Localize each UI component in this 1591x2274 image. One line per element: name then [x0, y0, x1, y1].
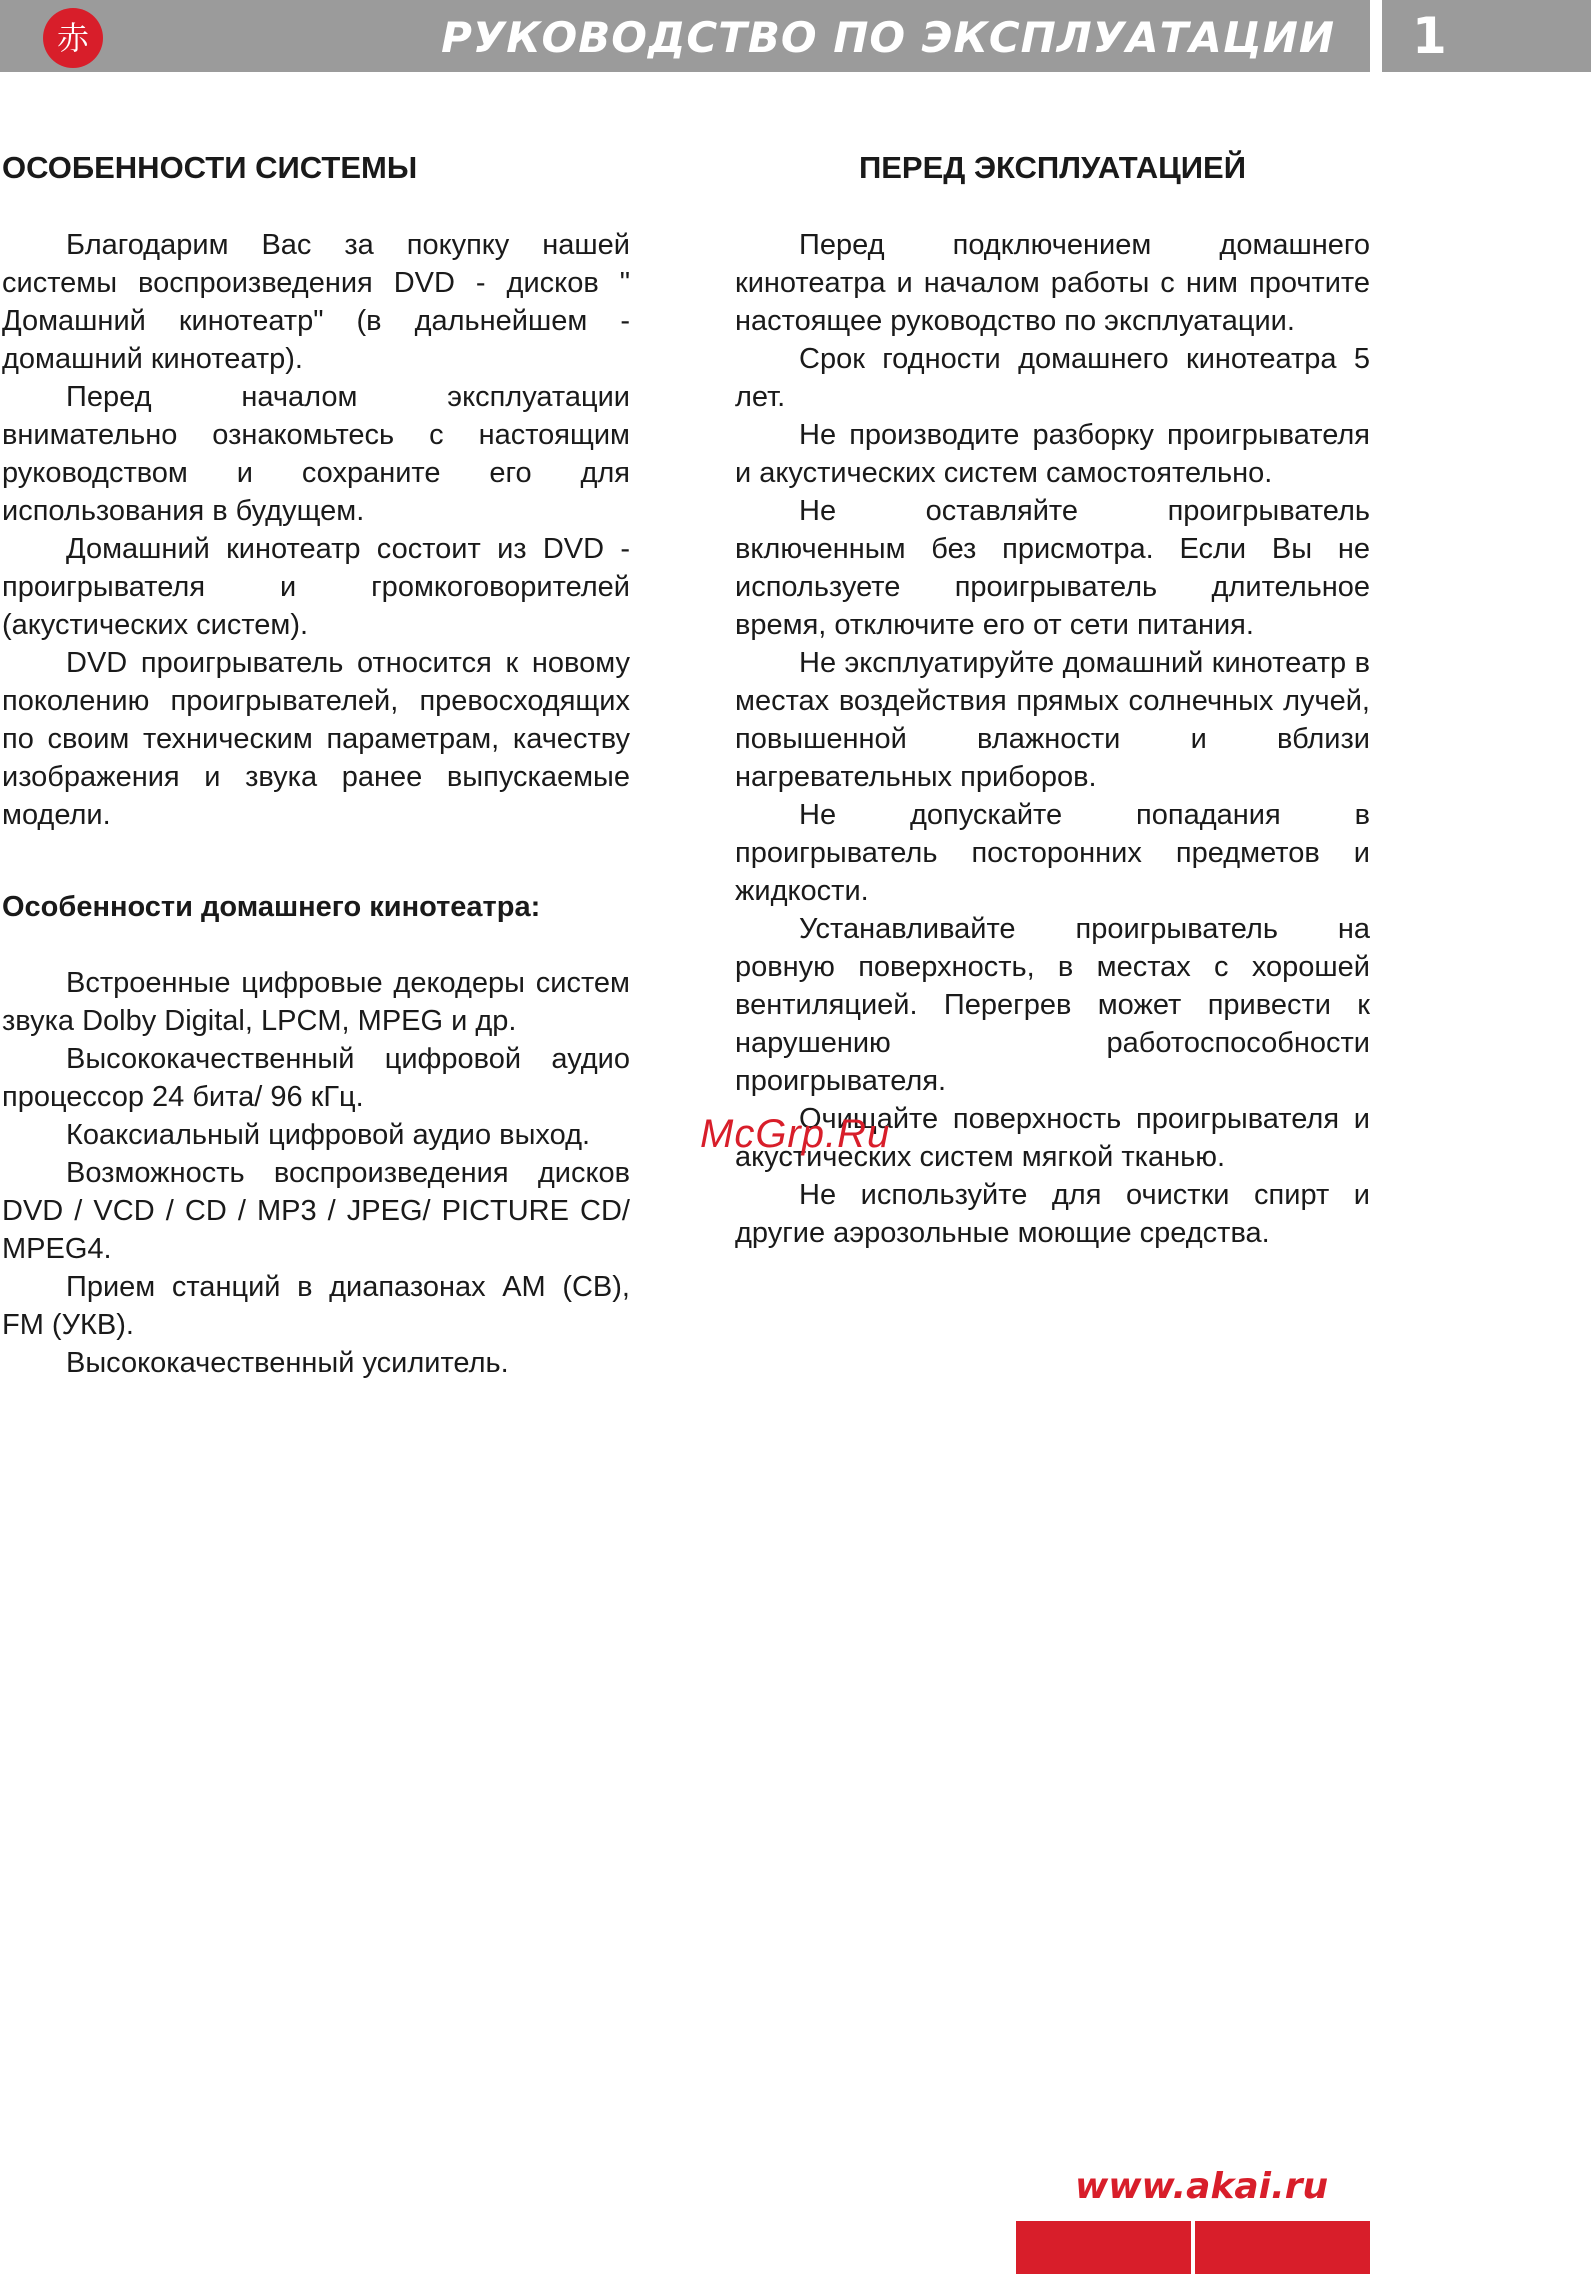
paragraph: DVD проигрыватель относится к новому поколению проигрывателей, превосходящих по своим техническим параметрам, качеству изображения и звука ранее выпускаемые модели.: [2, 647, 630, 831]
footer-accent-block: [1016, 2221, 1191, 2274]
right-column: [735, 148, 1370, 1252]
logo-glyph: [53, 18, 93, 58]
header-bar: [0, 0, 1370, 72]
paragraph: Перед подключением домашнего кинотеатра и началом работы с ним прочтите настоящее руководство по эксплуатации.: [735, 229, 1370, 337]
paragraph: Благодарим Вас за покупку нашей системы воспроизведения DVD - дисков " Домашний кинотеатр" (в дальнейшем - домашний кинотеатр).: [2, 229, 630, 375]
feature-item: Высококачественный усилитель.: [66, 1347, 509, 1379]
watermark: McGrp.Ru: [700, 1112, 891, 1156]
brand-logo-icon: [43, 8, 103, 68]
paragraph: Не оставляйте проигрыватель включенным без присмотра. Если Вы не используете проигрыватель длительное время, отключите его от сети питания.: [735, 495, 1370, 641]
paragraph: Не допускайте попадания в проигрыватель посторонних предметов и жидкости.: [735, 799, 1370, 907]
section-heading-before-use: ПЕРЕД ЭКСПЛУАТАЦИЕЙ: [858, 150, 1247, 185]
paragraph: Домашний кинотеатр состоит из DVD - проигрывателя и громкоговорителей (акустических систем).: [2, 533, 630, 641]
paragraph: Не используйте для очистки спирт и другие аэрозольные моющие средства.: [735, 1179, 1370, 1249]
document-title: РУКОВОДСТВО ПО ЭКСПЛУАТАЦИИ: [441, 13, 1335, 62]
feature-item: Встроенные цифровые декодеры систем звука Dolby Digital, LPCM, MPEG и др.: [2, 967, 630, 1037]
paragraph: Очищайте поверхность проигрывателя и акустических систем мягкой тканью.: [735, 1103, 1370, 1173]
footer-website-link[interactable]: www.akai.ru: [1075, 2166, 1329, 2207]
paragraph: Срок годности домашнего кинотеатра 5 лет.: [735, 343, 1370, 413]
page-number: 1: [1382, 0, 1591, 72]
paragraph: Не эксплуатируйте домашний кинотеатр в местах воздействия прямых солнечных лучей, повышенной влажности и вблизи нагревательных приборов.: [735, 647, 1370, 793]
paragraph: Не производите разборку проигрывателя и акустических систем самостоятельно.: [735, 419, 1370, 489]
paragraph: Перед началом эксплуатации внимательно ознакомьтесь с настоящим руководством и сохраните его для использования в будущем.: [2, 381, 630, 527]
subheading-home-theater-features: Особенности домашнего кинотеатра:: [2, 891, 541, 923]
section-heading-features: ОСОБЕННОСТИ СИСТЕМЫ: [2, 150, 418, 185]
feature-item: Возможность воспроизведения дисков DVD / VCD / CD / MP3 / JPEG/ PICTURE CD/ MPEG4.: [2, 1157, 630, 1265]
svg-text:赤: 赤: [56, 19, 90, 57]
feature-item: Коаксиальный цифровой аудио выход.: [66, 1119, 591, 1151]
feature-item: Прием станций в диапазонах AM (CB), FM (УКВ).: [2, 1271, 630, 1341]
feature-item: Высококачественный цифровой аудио процессор 24 бита/ 96 кГц.: [2, 1043, 630, 1113]
paragraph: Устанавливайте проигрыватель на ровную поверхность, в местах с хорошей вентиляцией. Перегрев может привести к нарушению работоспособности проигрывателя.: [735, 913, 1370, 1097]
footer-accent-block: [1195, 2221, 1370, 2274]
left-column: [2, 148, 630, 1382]
